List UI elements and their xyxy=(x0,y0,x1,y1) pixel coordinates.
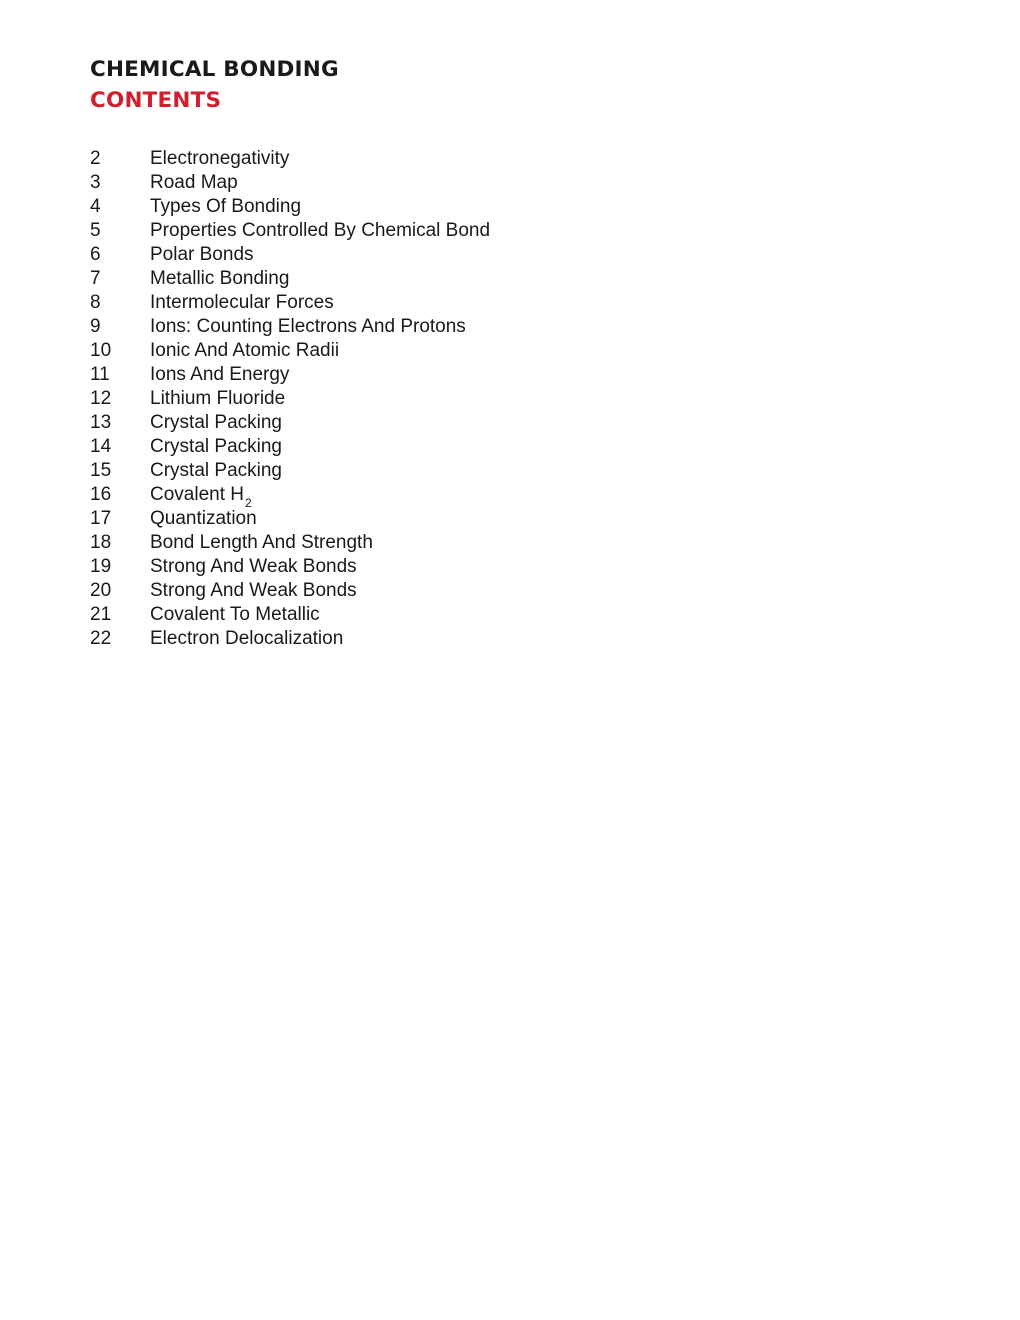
toc-entry-text: Crystal Packing xyxy=(150,436,282,457)
toc-entry-text: Properties Controlled By Chemical Bond xyxy=(150,220,491,241)
toc-entry-label xyxy=(150,219,490,243)
toc-page-number: 16 xyxy=(90,484,112,505)
toc-entry-text: Electron Delocalization xyxy=(150,628,344,649)
toc-entry-text: Intermolecular Forces xyxy=(150,292,334,313)
document-title: CHEMICAL BONDING xyxy=(90,57,339,82)
toc-entry[interactable] xyxy=(90,459,490,483)
document-page xyxy=(90,56,980,649)
toc-entry-label xyxy=(150,483,252,508)
toc-entry-text: Covalent H xyxy=(150,483,244,505)
toc-entry-label xyxy=(150,411,282,435)
toc-entry-label xyxy=(150,555,357,579)
toc-entry-label xyxy=(150,315,466,339)
toc-entry-label xyxy=(150,195,301,219)
toc-page-number: 20 xyxy=(90,580,112,601)
toc-entry-text: Electronegativity xyxy=(150,148,290,169)
toc-page-number: 18 xyxy=(90,532,112,553)
toc-page-number: 15 xyxy=(90,460,112,481)
contents-heading: CONTENTS xyxy=(90,88,222,113)
toc-entry-label xyxy=(150,531,373,555)
toc-entry[interactable] xyxy=(90,243,490,267)
toc-entry-text: Strong And Weak Bonds xyxy=(150,556,357,577)
toc-page-number: 4 xyxy=(90,196,101,217)
toc-entry-subscript: 2 xyxy=(245,495,252,510)
toc-entry-label xyxy=(150,507,257,531)
toc-entry-text: Crystal Packing xyxy=(150,412,282,433)
toc-entry-label xyxy=(150,627,343,651)
toc-entry-text: Metallic Bonding xyxy=(150,268,290,289)
toc-entry[interactable] xyxy=(90,531,490,555)
toc-entry[interactable] xyxy=(90,507,490,531)
toc-page-number: 13 xyxy=(90,412,112,433)
toc-entry-text: Polar Bonds xyxy=(150,244,254,265)
toc-page-number: 2 xyxy=(90,148,101,169)
toc-page-number: 7 xyxy=(90,268,101,289)
toc-entry[interactable] xyxy=(90,195,490,219)
toc-entry-label xyxy=(150,579,357,603)
toc-page-number: 17 xyxy=(90,508,112,529)
toc-page-number: 6 xyxy=(90,244,101,265)
toc-entry-text: Crystal Packing xyxy=(150,460,282,481)
toc-entry-label xyxy=(150,147,289,171)
toc-entry-label xyxy=(150,435,282,459)
toc-entry-label xyxy=(150,603,320,627)
toc-page-number: 12 xyxy=(90,388,112,409)
toc-page-number: 21 xyxy=(90,604,112,625)
toc-entry[interactable] xyxy=(90,219,490,243)
toc-entry[interactable] xyxy=(90,603,490,627)
toc-entry[interactable] xyxy=(90,579,490,603)
toc-entry[interactable] xyxy=(90,411,490,435)
toc-entry-text: Types Of Bonding xyxy=(150,196,302,217)
toc-entry[interactable] xyxy=(90,267,490,291)
toc-entry[interactable] xyxy=(90,339,490,363)
toc-entry-text: Lithium Fluoride xyxy=(150,388,286,409)
toc-entry-label xyxy=(150,339,339,363)
toc-entry[interactable] xyxy=(90,387,490,411)
toc-entry[interactable] xyxy=(90,627,490,651)
toc-page-number: 11 xyxy=(90,364,110,385)
toc-entry-text: Ions: Counting Electrons And Protons xyxy=(150,316,466,337)
toc-entry[interactable] xyxy=(90,147,490,171)
toc-entry[interactable] xyxy=(90,315,490,339)
toc-page-number: 14 xyxy=(90,436,112,457)
toc-page-number: 19 xyxy=(90,556,112,577)
toc-entry-text: Bond Length And Strength xyxy=(150,532,373,553)
toc-entry[interactable] xyxy=(90,363,490,387)
toc-entry-label xyxy=(150,291,334,315)
toc-entry-label xyxy=(150,243,254,267)
table-of-contents xyxy=(90,147,490,651)
toc-entry-label xyxy=(150,267,289,291)
toc-entry[interactable] xyxy=(90,291,490,315)
toc-page-number: 5 xyxy=(90,220,101,241)
toc-entry-label xyxy=(150,171,238,195)
toc-entry-label xyxy=(150,387,285,411)
toc-entry[interactable] xyxy=(90,171,490,195)
toc-entry-text: Strong And Weak Bonds xyxy=(150,580,357,601)
toc-page-number: 8 xyxy=(90,292,101,313)
toc-entry[interactable] xyxy=(90,435,490,459)
toc-entry[interactable] xyxy=(90,483,490,510)
toc-entry-text: Quantization xyxy=(150,508,257,529)
toc-entry-text: Covalent To Metallic xyxy=(150,604,320,625)
toc-page-number: 3 xyxy=(90,172,101,193)
toc-entry[interactable] xyxy=(90,555,490,579)
toc-page-number: 9 xyxy=(90,316,101,337)
toc-entry-label xyxy=(150,363,289,387)
toc-entry-label xyxy=(150,459,282,483)
toc-entry-text: Ionic And Atomic Radii xyxy=(150,340,340,361)
toc-entry-text: Ions And Energy xyxy=(150,364,290,385)
toc-page-number: 10 xyxy=(90,340,112,361)
toc-entry-text: Road Map xyxy=(150,172,238,193)
toc-page-number: 22 xyxy=(90,628,112,649)
